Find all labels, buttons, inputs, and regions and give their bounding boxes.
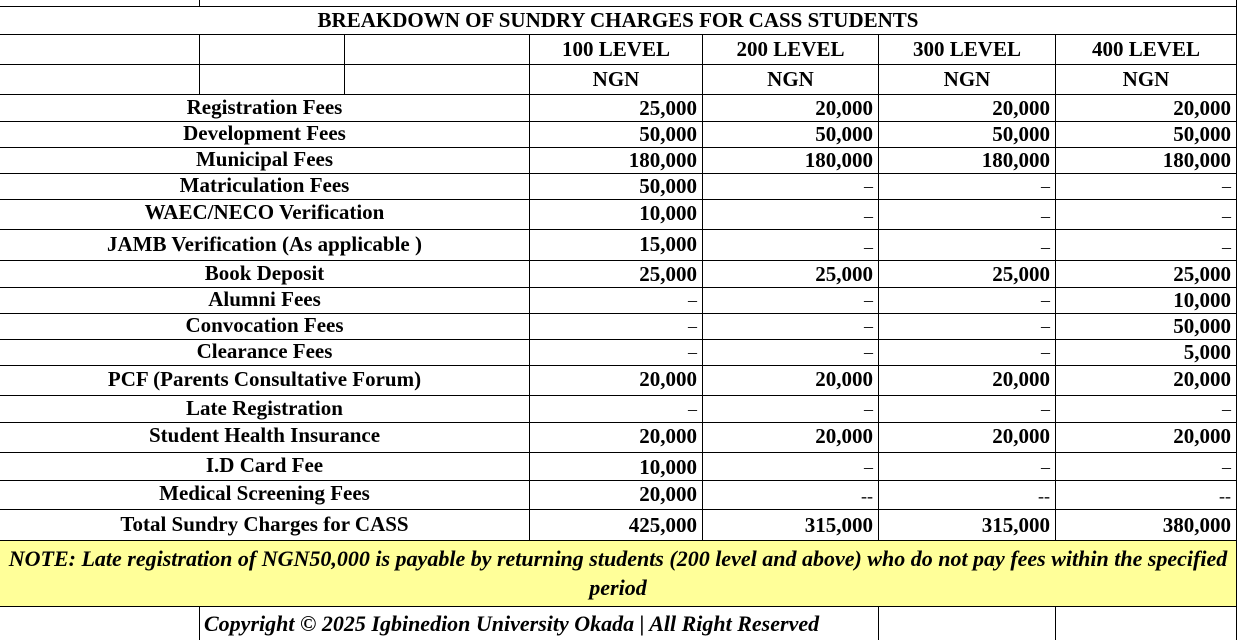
- table-row: [0, 95, 1237, 122]
- table-row: [0, 366, 1237, 396]
- row-label: Clearance Fees: [0, 340, 530, 366]
- table-row: [0, 423, 1237, 453]
- currency-300: NGN: [879, 65, 1056, 95]
- value-cell: –: [703, 230, 879, 261]
- level-header-row: [0, 35, 1237, 65]
- copyright-text: Copyright © 2025 Igbinedion University Okada | All Right Reserved: [200, 607, 879, 640]
- row-label: WAEC/NECO Verification: [0, 200, 530, 230]
- value-cell: 10,000: [530, 200, 703, 230]
- copyright-row: [0, 607, 1237, 640]
- title-row: [0, 6, 1237, 35]
- value-cell: –: [879, 288, 1056, 314]
- value-cell: –: [530, 396, 703, 423]
- total-value: 380,000: [1056, 510, 1237, 541]
- value-cell: –: [703, 174, 879, 200]
- value-cell: –: [703, 453, 879, 481]
- total-value: 425,000: [530, 510, 703, 541]
- row-label: Development Fees: [0, 122, 530, 148]
- value-cell: 20,000: [1056, 366, 1237, 396]
- row-label: Book Deposit: [0, 261, 530, 288]
- value-cell: --: [1056, 481, 1237, 510]
- row-label: Matriculation Fees: [0, 174, 530, 200]
- empty-cell: [0, 65, 200, 95]
- currency-400: NGN: [1056, 65, 1237, 95]
- value-cell: 180,000: [879, 148, 1056, 174]
- empty-cell: [345, 35, 530, 65]
- currency-100: NGN: [530, 65, 703, 95]
- value-cell: 25,000: [879, 261, 1056, 288]
- row-label: Late Registration: [0, 396, 530, 423]
- value-cell: 20,000: [530, 366, 703, 396]
- table-row: [0, 453, 1237, 481]
- table-row: [0, 314, 1237, 340]
- value-cell: –: [703, 340, 879, 366]
- empty-cell: [345, 65, 530, 95]
- total-value: 315,000: [703, 510, 879, 541]
- row-label: Registration Fees: [0, 95, 530, 122]
- level-200-header: 200 LEVEL: [703, 35, 879, 65]
- value-cell: –: [703, 314, 879, 340]
- value-cell: 180,000: [530, 148, 703, 174]
- currency-row: [0, 65, 1237, 95]
- value-cell: 50,000: [1056, 314, 1237, 340]
- value-cell: 50,000: [530, 174, 703, 200]
- row-label: JAMB Verification (As applicable ): [0, 230, 530, 261]
- value-cell: –: [879, 396, 1056, 423]
- table-row: [0, 148, 1237, 174]
- value-cell: –: [1056, 453, 1237, 481]
- value-cell: 25,000: [1056, 261, 1237, 288]
- table-row: [0, 481, 1237, 510]
- value-cell: 50,000: [530, 122, 703, 148]
- value-cell: 50,000: [703, 122, 879, 148]
- value-cell: –: [530, 340, 703, 366]
- table-row: [0, 230, 1237, 261]
- table-row: [0, 200, 1237, 230]
- value-cell: –: [703, 288, 879, 314]
- table-row: [0, 340, 1237, 366]
- value-cell: –: [879, 453, 1056, 481]
- value-cell: 20,000: [703, 366, 879, 396]
- value-cell: 50,000: [879, 122, 1056, 148]
- total-label: Total Sundry Charges for CASS: [0, 510, 530, 541]
- value-cell: –: [879, 174, 1056, 200]
- value-cell: 5,000: [1056, 340, 1237, 366]
- value-cell: 25,000: [530, 95, 703, 122]
- value-cell: 180,000: [703, 148, 879, 174]
- value-cell: 10,000: [530, 453, 703, 481]
- table-row: [0, 288, 1237, 314]
- value-cell: --: [879, 481, 1056, 510]
- value-cell: –: [530, 314, 703, 340]
- value-cell: –: [530, 288, 703, 314]
- value-cell: 20,000: [879, 366, 1056, 396]
- value-cell: –: [1056, 396, 1237, 423]
- value-cell: 25,000: [530, 261, 703, 288]
- value-cell: –: [879, 200, 1056, 230]
- value-cell: 25,000: [703, 261, 879, 288]
- value-cell: –: [1056, 230, 1237, 261]
- empty-cell: [879, 607, 1056, 640]
- value-cell: 20,000: [530, 423, 703, 453]
- value-cell: –: [1056, 200, 1237, 230]
- table-row: [0, 122, 1237, 148]
- total-row: [0, 510, 1237, 541]
- row-label: Municipal Fees: [0, 148, 530, 174]
- value-cell: 20,000: [703, 95, 879, 122]
- empty-cell: [200, 35, 345, 65]
- value-cell: 20,000: [879, 95, 1056, 122]
- value-cell: 50,000: [1056, 122, 1237, 148]
- row-label: PCF (Parents Consultative Forum): [0, 366, 530, 396]
- empty-cell: [200, 65, 345, 95]
- value-cell: 10,000: [1056, 288, 1237, 314]
- value-cell: --: [703, 481, 879, 510]
- value-cell: 20,000: [1056, 95, 1237, 122]
- value-cell: 20,000: [703, 423, 879, 453]
- empty-cell: [0, 35, 200, 65]
- table-row: [0, 174, 1237, 200]
- value-cell: 20,000: [1056, 423, 1237, 453]
- row-label: Alumni Fees: [0, 288, 530, 314]
- level-400-header: 400 LEVEL: [1056, 35, 1237, 65]
- level-100-header: 100 LEVEL: [530, 35, 703, 65]
- value-cell: –: [879, 230, 1056, 261]
- sheet-title: BREAKDOWN OF SUNDRY CHARGES FOR CASS STUDENTS: [0, 7, 1237, 35]
- value-cell: –: [703, 200, 879, 230]
- value-cell: 20,000: [879, 423, 1056, 453]
- row-label: Medical Screening Fees: [0, 481, 530, 510]
- level-300-header: 300 LEVEL: [879, 35, 1056, 65]
- empty-cell: [1056, 607, 1237, 640]
- row-label: I.D Card Fee: [0, 453, 530, 481]
- table-row: [0, 261, 1237, 288]
- row-label: Student Health Insurance: [0, 423, 530, 453]
- value-cell: –: [879, 340, 1056, 366]
- value-cell: 180,000: [1056, 148, 1237, 174]
- row-label: Convocation Fees: [0, 314, 530, 340]
- table-row: [0, 396, 1237, 423]
- total-value: 315,000: [879, 510, 1056, 541]
- value-cell: –: [1056, 174, 1237, 200]
- value-cell: –: [879, 314, 1056, 340]
- value-cell: 20,000: [530, 481, 703, 510]
- currency-200: NGN: [703, 65, 879, 95]
- late-registration-note: NOTE: Late registration of NGN50,000 is payable by returning students (200 level and above) who do not pay fees within the specified period: [0, 541, 1237, 607]
- value-cell: –: [703, 396, 879, 423]
- value-cell: 15,000: [530, 230, 703, 261]
- empty-cell: [0, 607, 200, 640]
